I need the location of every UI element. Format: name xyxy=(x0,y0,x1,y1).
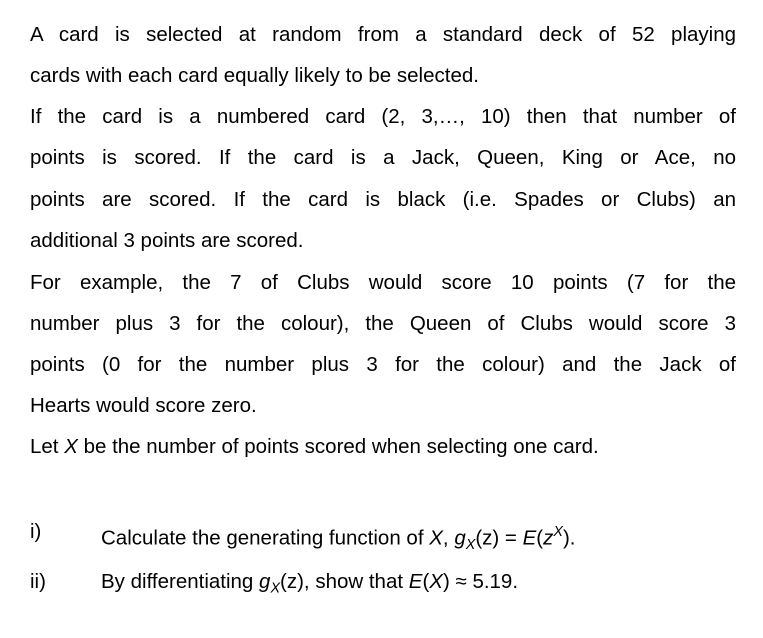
question-i-g-arg: (z) xyxy=(475,526,500,550)
question-i-label: i) xyxy=(30,520,42,543)
question-i-paren-close: ). xyxy=(562,526,576,550)
paragraph-3-line-2: number plus 3 for the colour), the Queen of Clubs would score 3 xyxy=(30,312,736,335)
paragraph-3-line-1: For example, the 7 of Clubs would score 10 points (7 for the xyxy=(30,271,736,294)
question-i-z: z xyxy=(543,526,554,550)
question-ii-paren-open: ( xyxy=(422,570,430,593)
paragraph-4-text-before: Let xyxy=(30,435,65,458)
question-i-text xyxy=(101,510,575,567)
question-ii-text xyxy=(101,560,518,610)
question-i-equals: = xyxy=(499,526,523,550)
question-ii-paren-close: ) xyxy=(442,570,450,593)
paragraph-4-text-after: be the number of points scored when selecting one card. xyxy=(77,435,599,458)
question-ii-approx-value: ≈ 5.19 xyxy=(449,570,513,593)
question-ii-label: ii) xyxy=(30,570,46,593)
question-i-g-subscript: X xyxy=(465,536,476,553)
question-ii-text-before: By differentiating xyxy=(101,570,260,593)
paragraph-4-var-x: X xyxy=(64,435,78,458)
question-ii-text-mid: , show that xyxy=(303,570,409,593)
question-ii-text-after: . xyxy=(512,570,519,593)
paragraph-1-line-1: A card is selected at random from a standard deck of 52 playing xyxy=(30,23,736,46)
question-ii-g-arg: (z) xyxy=(280,570,304,593)
question-ii-g-subscript: X xyxy=(270,580,281,597)
paragraph-3-line-3: points (0 for the number plus 3 for the colour) and the Jack of xyxy=(30,353,736,376)
question-i-text-before: Calculate the generating function of xyxy=(101,526,430,550)
question-ii-g: g xyxy=(259,570,271,593)
paragraph-2-line-1: If the card is a numbered card (2, 3,…, 10) then that number of xyxy=(30,105,736,128)
paragraph-3-line-4: Hearts would score zero. xyxy=(30,394,257,417)
question-i-g: g xyxy=(454,526,466,550)
question-i-paren-open: ( xyxy=(536,526,544,550)
question-ii-var-x: X xyxy=(429,570,443,593)
question-i-text-mid: , xyxy=(442,526,455,550)
question-ii-expectation: E xyxy=(408,570,423,593)
paragraph-4-line-1 xyxy=(30,426,736,467)
paragraph-1-line-2: cards with each card equally likely to be selected. xyxy=(30,64,479,87)
question-i-z-superscript: X xyxy=(553,524,563,540)
paragraph-2-line-4: additional 3 points are scored. xyxy=(30,229,304,252)
question-i-expectation: E xyxy=(522,526,537,550)
paragraph-2-line-2: points is scored. If the card is a Jack, Queen, King or Ace, no xyxy=(30,146,736,169)
paragraph-2-line-3: points are scored. If the card is black (i.e. Spades or Clubs) an xyxy=(30,188,736,211)
question-i-var-x: X xyxy=(429,526,443,550)
